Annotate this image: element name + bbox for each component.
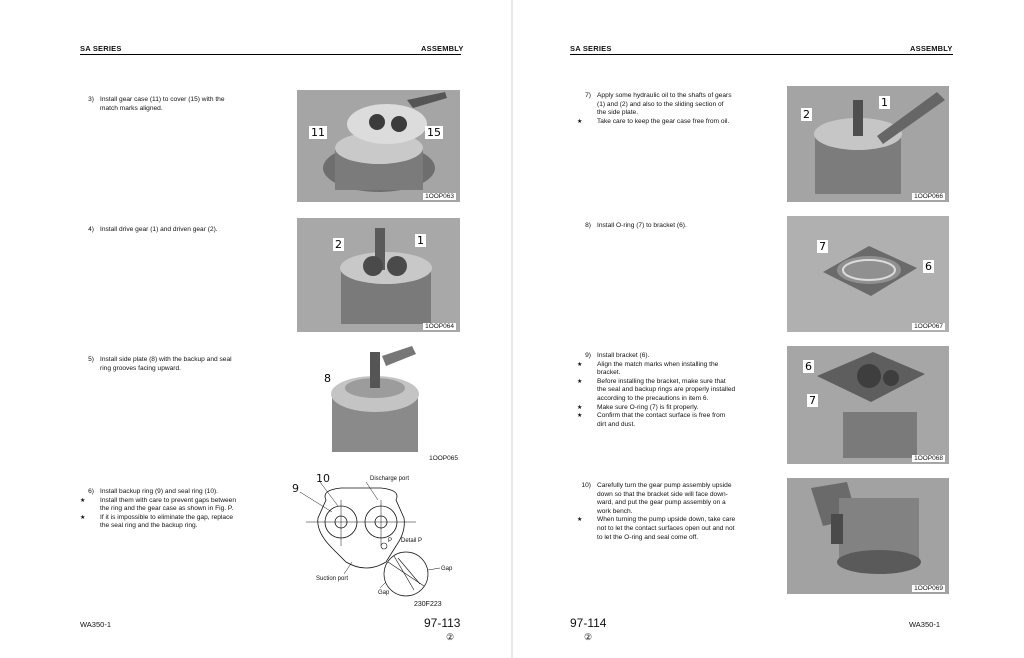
step-text: down so that the bracket side will face down- [597,490,728,498]
caution-note: ★ Before installing the bracket, make sure that [597,378,735,387]
step-text: Install backup ring (9) and seal ring (10). [100,488,219,495]
left-header-rule [80,54,461,55]
caution-note: ★ Align the match marks when installing the [597,361,735,370]
left-footer-page: 97-113 [424,616,461,630]
diagram-label-p: P [388,538,393,544]
callout-15: 15 [427,126,441,139]
step-text: match marks aligned. [100,104,163,112]
right-footer-page: 97-114 [570,616,607,630]
photo-step-8 [787,216,949,332]
right-header-section: ASSEMBLY [910,44,953,53]
step-text: ward, and put the gear pump assembly on a [597,499,726,507]
caution-note-cont: dirt and dust. [597,420,636,428]
callout-2: 2 [335,238,342,251]
photo-code: 1OOP065 [429,455,458,462]
photo-step-9 [787,346,949,464]
right-header-series: SA SERIES [570,44,612,53]
photo-code: 1OOP069 [914,585,943,592]
photo-step-3 [297,90,460,202]
photo-code: 1OOP063 [425,193,454,200]
step-text: Install gear case (11) to cover (15) with the [100,96,225,103]
step-text: work bench. [597,507,633,515]
caution-note: ★ Make sure O-ring (7) is fit properly. [597,404,735,413]
step-number: 8) [585,222,591,229]
photo-code: 1OOP068 [914,455,943,462]
photo-code: 1OOP066 [914,193,943,200]
callout-11: 11 [311,126,325,139]
caution-note: ★ Take care to keep the gear case free from oil. [597,118,732,127]
step-number: 7) [585,92,591,99]
caution-note-cont: bracket. [597,369,621,377]
step-text: Install bracket (6). [597,352,650,359]
left-footer-model: WA350-1 [80,620,111,629]
left-page [0,0,511,658]
callout-6: 6 [805,360,812,373]
step-text: Apply some hydraulic oil to the shafts of gears [597,92,732,99]
right-page [513,0,1024,658]
diagram-label-9: 9 [292,482,299,495]
callout-1: 1 [881,96,888,109]
diagram-label-10: 10 [316,472,330,485]
callout-1: 1 [417,234,424,247]
photo-step-7 [787,86,949,202]
callout-8: 8 [324,372,331,385]
diagram-label-detail-p: Detail P [401,538,423,544]
callout-7: 7 [809,394,816,407]
step-number: 3) [88,96,94,103]
diagram-label-gap-2: Gap [378,590,390,596]
step-text: Install side plate (8) with the backup and seal [100,356,232,363]
caution-note-cont: to let the O-ring and seal come off. [597,533,699,541]
caution-note-cont: not to let the contact surfaces open out and not [597,524,735,532]
right-footer-model: WA350-1 [909,620,940,629]
gear-case-diagram [286,470,461,610]
left-header-series: SA SERIES [80,44,122,53]
step-text: the side plate. [597,109,639,117]
caution-note: ★ Confirm that the contact surface is free from [597,412,735,421]
photo-code: 1OOP064 [425,323,454,330]
caution-note-cont: the seal ring and the backup ring. [100,522,198,530]
left-header-section: ASSEMBLY [421,44,464,53]
step-number: 4) [88,226,94,233]
step-number: 10) [581,482,591,489]
left-footer-revision: ② [446,632,455,642]
caution-note-cont: the seal and backup rings are properly installed [597,386,736,394]
caution-note-cont: according to the precautions in item 6. [597,394,709,402]
step-number: 9) [585,352,591,359]
photo-step-5 [312,344,462,462]
photo-step-10 [787,478,949,594]
diagram-label-discharge: Discharge port [370,476,410,482]
step-number: 6) [88,488,94,495]
caution-note: ★ When turning the pump upside down, take care [597,516,735,525]
caution-note: ★ Install them with care to prevent gaps between [100,497,236,506]
callout-7: 7 [819,240,826,253]
right-header-rule [570,54,953,55]
step-text: ring grooves facing upward. [100,364,182,372]
callout-6: 6 [925,260,932,273]
photo-code: 1OOP067 [914,323,943,330]
callout-2: 2 [803,108,810,121]
caution-note: ★ If it is impossible to eliminate the gap, replace [100,514,236,523]
diagram-label-gap-1: Gap [441,566,453,572]
step-text: (1) and (2) and also to the sliding section of [597,100,724,108]
diagram-code: 230F223 [414,601,442,608]
step-text: Install drive gear (1) and driven gear (2). [100,226,218,233]
step-text: Carefully turn the gear pump assembly upside [597,482,732,489]
step-number: 5) [88,356,94,363]
right-footer-revision: ② [584,632,593,642]
caution-note-cont: the ring and the gear case as shown in Fig. P. [100,505,234,513]
diagram-label-suction: Suction port [316,576,349,582]
step-text: Install O-ring (7) to bracket (6). [597,222,687,229]
photo-step-4 [297,218,460,332]
